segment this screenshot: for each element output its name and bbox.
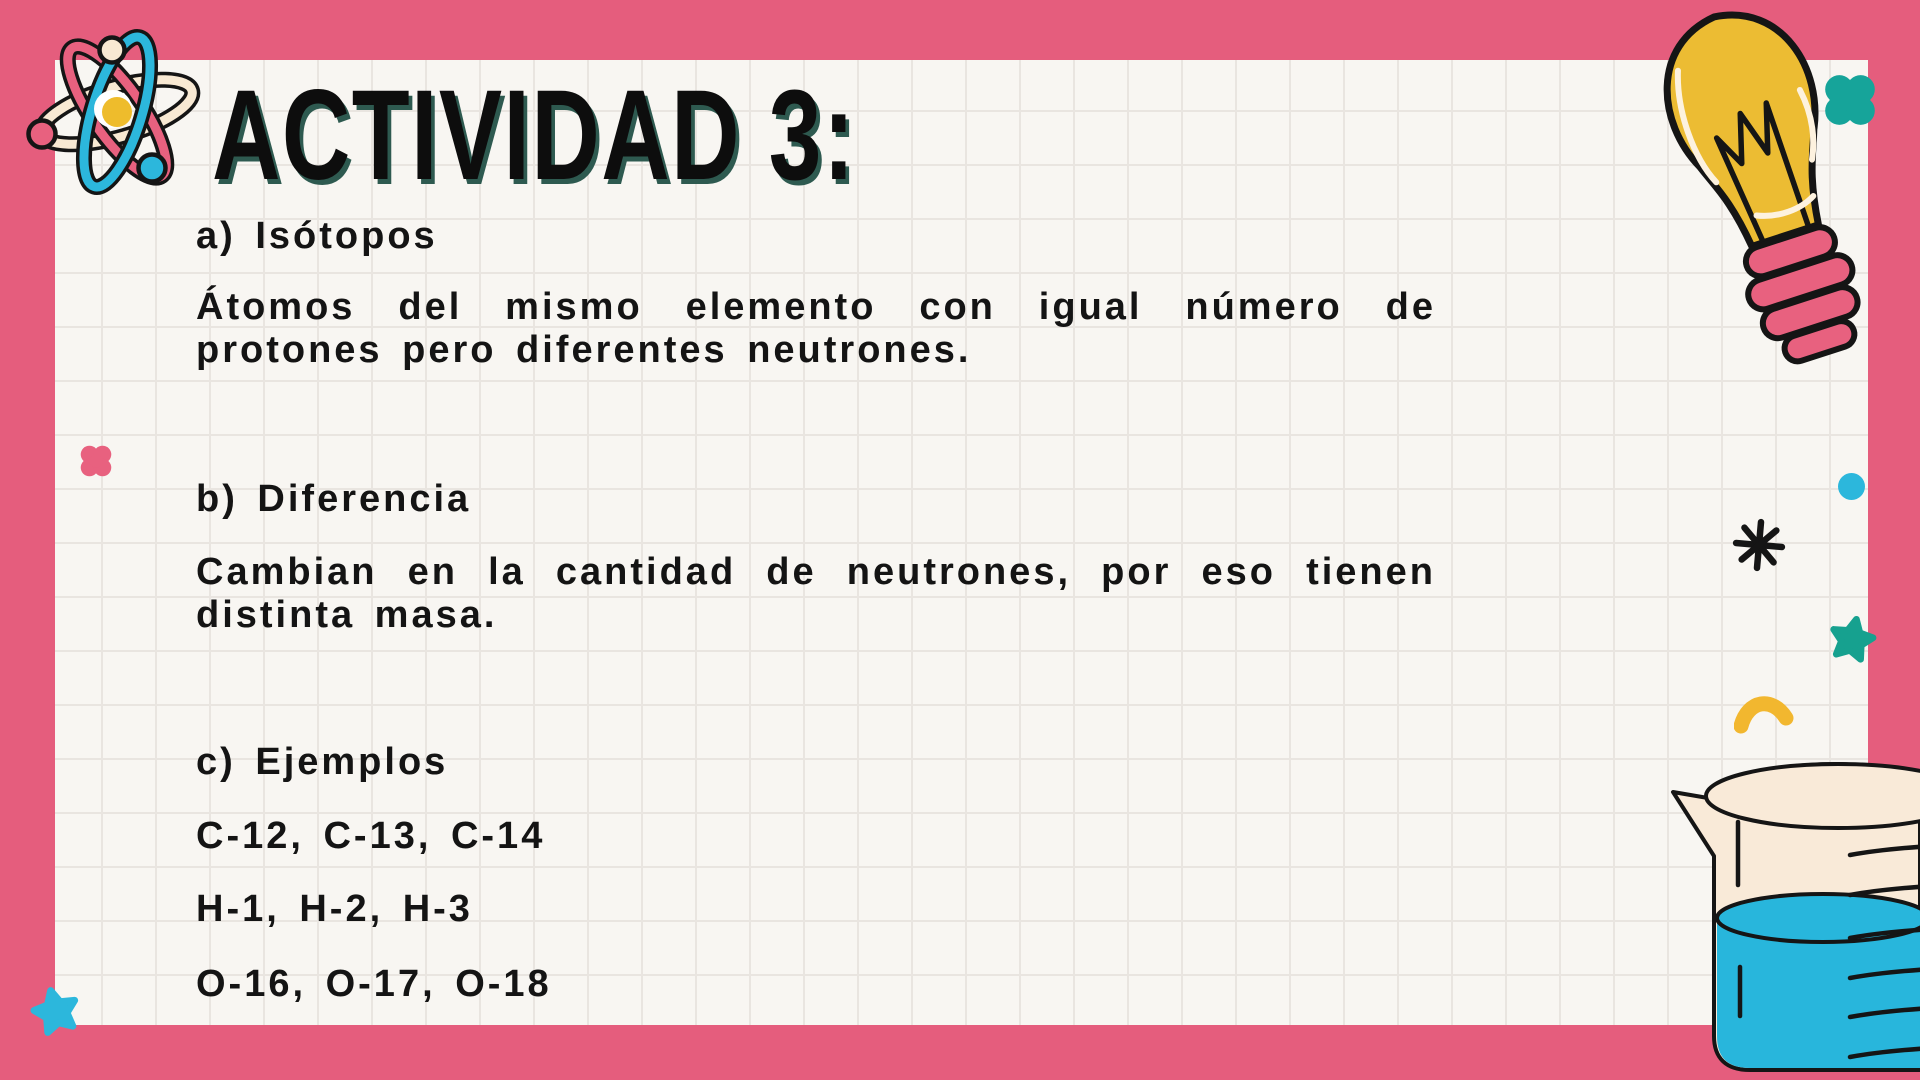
body-line: Cambian en la cantidad de neutrones, por eso tienen: [196, 551, 1436, 593]
teal-star-icon: [1822, 610, 1881, 669]
body-line: protones pero diferentes neutrones.: [196, 329, 972, 371]
body-line: distinta masa.: [196, 594, 498, 636]
slide-title: [212, 64, 1082, 207]
asterisk-icon: [1730, 516, 1789, 575]
example-item-carbon: C-12, C-13, C-14: [196, 815, 546, 857]
blue-dot-icon: [1838, 473, 1865, 500]
yellow-arc-icon: [1734, 690, 1794, 736]
section-b-body: [196, 551, 1436, 637]
lightbulb-icon: [1636, 0, 1880, 380]
section-c-label: c) Ejemplos: [196, 741, 449, 783]
example-item-hydrogen: H-1, H-2, H-3: [196, 888, 473, 930]
section-b-label: b) Diferencia: [196, 478, 472, 520]
section-a-label: a) Isótopos: [196, 215, 438, 257]
pink-clover-icon: [80, 445, 112, 477]
body-line: Átomos del mismo elemento con igual número de: [196, 286, 1436, 328]
example-item-oxygen: O-16, O-17, O-18: [196, 963, 552, 1005]
teal-clover-icon: [1824, 74, 1876, 126]
nucleus: [102, 97, 132, 127]
beaker-icon: [1642, 752, 1920, 1080]
section-a-body: [196, 286, 1436, 372]
slide-title-text: ACTIVIDAD 3:: [212, 64, 856, 207]
atom-icon: [12, 22, 202, 207]
